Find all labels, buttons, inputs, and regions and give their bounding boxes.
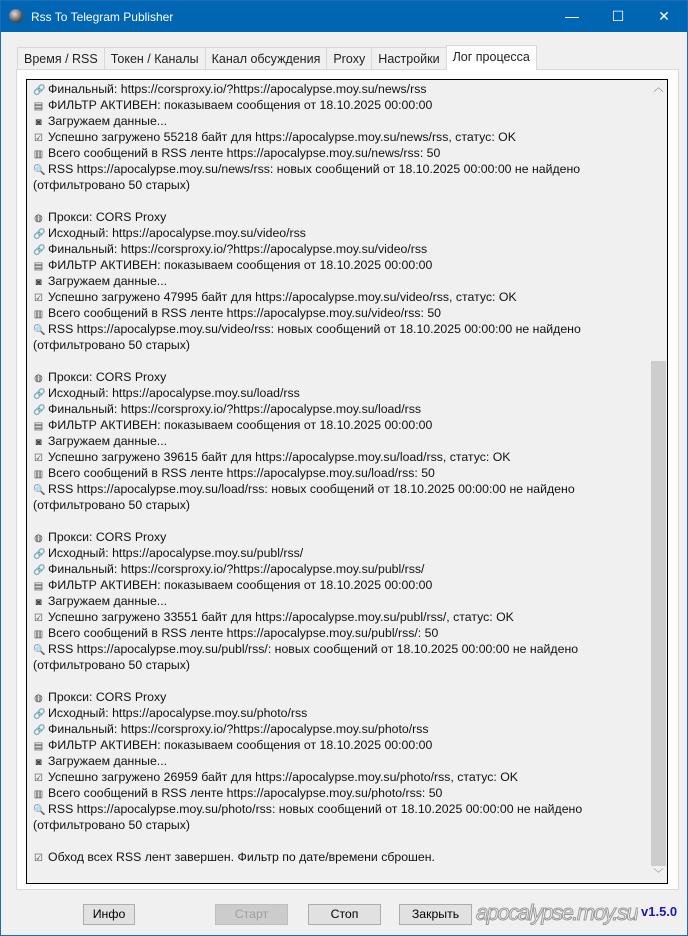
log-line — [33, 161, 648, 177]
log-line — [33, 561, 648, 577]
tab-settings[interactable]: Настройки — [371, 47, 446, 70]
log-line-icon: 🔗 — [33, 245, 46, 256]
log-line-text: RSS https://apocalypse.moy.su/video/rss: новых сообщений от 18.10.2025 00:00:00 не найдено — [48, 322, 581, 336]
app-icon — [9, 9, 23, 23]
log-line — [33, 609, 648, 625]
log-line — [33, 593, 648, 609]
log-line-icon: ◙ — [35, 597, 42, 608]
log-line-text: ФИЛЬТР АКТИВЕН: показываем сообщения от 18.10.2025 00:00:00 — [48, 578, 433, 592]
log-line-text: RSS https://apocalypse.moy.su/news/rss: новых сообщений от 18.10.2025 00:00:00 не найдено — [48, 162, 581, 176]
log-line-icon: ◙ — [35, 437, 42, 448]
log-line-icon: ◍ — [34, 373, 43, 384]
scrollbar-thumb[interactable] — [651, 361, 666, 866]
log-line — [33, 385, 648, 401]
log-line-icon: 🔗 — [33, 725, 46, 736]
scroll-up-icon[interactable]: ︿ — [653, 83, 664, 94]
log-line-icon: ☑ — [34, 133, 43, 144]
log-line-icon: ▥ — [33, 629, 44, 640]
log-line — [33, 337, 648, 353]
log-line-text: Успешно загружено 55218 байт для https://apocalypse.moy.su/news/rss, статус: OK — [48, 130, 516, 144]
stop-button[interactable]: Стоп — [308, 904, 381, 925]
log-line — [33, 225, 648, 241]
log-line — [33, 369, 648, 385]
log-line — [33, 113, 648, 129]
log-line-text: Успешно загружено 47995 байт для https://apocalypse.moy.su/video/rss, статус: OK — [48, 290, 517, 304]
log-line — [33, 305, 648, 321]
log-line-text: Прокси: CORS Proxy — [48, 530, 167, 544]
log-line-text: Успешно загружено 39615 байт для https://apocalypse.moy.su/load/rss, статус: OK — [48, 450, 511, 464]
log-line-text: Финальный: https://corsproxy.io/?https://apocalypse.moy.su/video/rss — [48, 242, 428, 256]
log-line-text: Успешно загружено 33551 байт для https://apocalypse.moy.su/publ/rss/, статус: OK — [48, 610, 514, 624]
tab-process-log[interactable]: Лог процесса — [446, 45, 537, 70]
log-line-icon: ▤ — [33, 261, 44, 272]
log-lines — [33, 81, 648, 865]
log-line-text: Финальный: https://corsproxy.io/?https://apocalypse.moy.su/load/rss — [48, 402, 422, 416]
log-line-text: (отфильтровано 50 старых) — [33, 498, 190, 512]
log-line-text: Исходный: https://apocalypse.moy.su/photo/rss — [48, 706, 308, 720]
log-line — [33, 721, 648, 737]
log-line-icon: 🔗 — [33, 389, 46, 400]
window-title: Rss To Telegram Publisher — [31, 10, 174, 24]
log-line-text: Загружаем данные... — [48, 434, 168, 448]
log-line — [33, 289, 648, 305]
log-line-text: Успешно загружено 26959 байт для https://apocalypse.moy.su/photo/rss, статус: OK — [48, 770, 518, 784]
log-line — [33, 545, 648, 561]
log-line — [33, 321, 648, 337]
log-line-text: Прокси: CORS Proxy — [48, 370, 167, 384]
log-line-text: Всего сообщений в RSS ленте https://apocalypse.moy.su/load/rss: 50 — [48, 466, 435, 480]
log-line-icon: 🔗 — [33, 85, 46, 96]
tab-discussion-channel[interactable]: Канал обсуждения — [205, 47, 328, 70]
log-line — [33, 177, 648, 193]
log-line-icon: ◙ — [35, 117, 42, 128]
log-line-icon: 🔍 — [33, 325, 46, 336]
log-line — [33, 785, 648, 801]
log-line-icon: 🔗 — [33, 709, 46, 720]
log-line-text: Всего сообщений в RSS ленте https://apocalypse.moy.su/news/rss: 50 — [48, 146, 441, 160]
log-line — [33, 257, 648, 273]
log-line-icon: ▥ — [33, 789, 44, 800]
log-line-text: Финальный: https://corsproxy.io/?https://apocalypse.moy.su/photo/rss — [48, 722, 429, 736]
log-line-icon: ▥ — [33, 469, 44, 480]
log-line-icon: ▥ — [33, 149, 44, 160]
log-line-text: Прокси: CORS Proxy — [48, 210, 167, 224]
log-line-text: (отфильтровано 50 старых) — [33, 658, 190, 672]
log-line — [33, 801, 648, 817]
log-line — [33, 513, 648, 529]
title-bar[interactable] — [1, 1, 687, 32]
log-line-icon: ◙ — [35, 757, 42, 768]
log-line-text: Исходный: https://apocalypse.moy.su/load/rss — [48, 386, 300, 400]
tab-time-rss[interactable]: Время / RSS — [17, 47, 105, 70]
log-line-text: Исходный: https://apocalypse.moy.su/publ/rss/ — [48, 546, 304, 560]
log-line — [33, 273, 648, 289]
watermark-logo: apocalypse.moy.su — [476, 900, 638, 925]
version-label: v1.5.0 — [641, 904, 678, 919]
log-line — [33, 81, 648, 97]
log-line-text: Загружаем данные... — [48, 594, 168, 608]
log-line-icon: ☑ — [34, 453, 43, 464]
log-line-icon: 🔍 — [33, 165, 46, 176]
log-line-text: ФИЛЬТР АКТИВЕН: показываем сообщения от 18.10.2025 00:00:00 — [48, 258, 433, 272]
log-line — [33, 689, 648, 705]
log-line-text: Финальный: https://corsproxy.io/?https://apocalypse.moy.su/news/rss — [48, 82, 427, 96]
log-line — [33, 737, 648, 753]
log-line — [33, 849, 648, 865]
log-line — [33, 209, 648, 225]
log-line-text: Исходный: https://apocalypse.moy.su/video/rss — [48, 226, 306, 240]
log-line — [33, 241, 648, 257]
log-line — [33, 401, 648, 417]
log-line — [33, 497, 648, 513]
log-line — [33, 833, 648, 849]
log-line-icon: 🔍 — [33, 805, 46, 816]
log-line-text: Всего сообщений в RSS ленте https://apocalypse.moy.su/photo/rss: 50 — [48, 786, 443, 800]
log-line — [33, 769, 648, 785]
scroll-down-icon[interactable]: ﹀ — [653, 869, 664, 880]
log-line-icon: 🔍 — [33, 645, 46, 656]
log-line — [33, 433, 648, 449]
log-line-text: (отфильтровано 50 старых) — [33, 338, 190, 352]
log-line-text: RSS https://apocalypse.moy.su/publ/rss/: новых сообщений от 18.10.2025 00:00:00 не найдено — [48, 642, 579, 656]
log-line-icon: ▤ — [33, 421, 44, 432]
tab-token-channels[interactable]: Токен / Каналы — [104, 47, 206, 70]
log-scrollbar[interactable] — [650, 80, 667, 883]
log-line-icon: ◍ — [34, 693, 43, 704]
log-line-text: Загружаем данные... — [48, 754, 168, 768]
close-button[interactable]: Закрыть — [399, 904, 472, 925]
log-line-icon: ☑ — [34, 293, 43, 304]
log-line — [33, 449, 648, 465]
log-line — [33, 705, 648, 721]
log-line-text: Загружаем данные... — [48, 114, 168, 128]
log-textbox[interactable] — [26, 79, 668, 884]
log-line — [33, 625, 648, 641]
log-line-text: ФИЛЬТР АКТИВЕН: показываем сообщения от 18.10.2025 00:00:00 — [48, 418, 433, 432]
log-line-icon: 🔗 — [33, 565, 46, 576]
maximize-button[interactable]: ☐ — [611, 8, 625, 24]
log-line — [33, 97, 648, 113]
start-button[interactable]: Старт — [215, 904, 288, 925]
log-line — [33, 641, 648, 657]
log-line-icon: ☑ — [34, 773, 43, 784]
info-button[interactable]: Инфо — [83, 904, 135, 925]
log-line-text: RSS https://apocalypse.moy.su/load/rss: новых сообщений от 18.10.2025 00:00:00 не найдено — [48, 482, 575, 496]
log-line — [33, 353, 648, 369]
log-line-icon: ▤ — [33, 741, 44, 752]
log-line-icon: ▥ — [33, 309, 44, 320]
log-line-text: Обход всех RSS лент завершен. Фильтр по дате/времени сброшен. — [48, 850, 435, 864]
log-line-text: Загружаем данные... — [48, 274, 168, 288]
log-line — [33, 465, 648, 481]
log-line — [33, 193, 648, 209]
tab-proxy[interactable]: Proxy — [326, 47, 372, 70]
log-line-icon: ◍ — [34, 533, 43, 544]
log-line-icon: ▤ — [33, 101, 44, 112]
log-line-icon: 🔗 — [33, 229, 46, 240]
log-line-icon: ◙ — [35, 277, 42, 288]
log-line-icon: ▤ — [33, 581, 44, 592]
log-line-icon: 🔗 — [33, 405, 46, 416]
log-line — [33, 753, 648, 769]
log-line — [33, 673, 648, 689]
log-line-text: Прокси: CORS Proxy — [48, 690, 167, 704]
log-line — [33, 129, 648, 145]
log-line-text: Всего сообщений в RSS ленте https://apocalypse.moy.su/publ/rss/: 50 — [48, 626, 439, 640]
log-line-text: Финальный: https://corsproxy.io/?https://apocalypse.moy.su/publ/rss/ — [48, 562, 425, 576]
log-line-icon: 🔍 — [33, 485, 46, 496]
log-line — [33, 417, 648, 433]
log-line — [33, 481, 648, 497]
log-line-icon: ☑ — [34, 613, 43, 624]
log-line-text: Всего сообщений в RSS ленте https://apocalypse.moy.su/video/rss: 50 — [48, 306, 442, 320]
log-line — [33, 817, 648, 833]
log-line-icon: 🔗 — [33, 549, 46, 560]
log-line-icon: ☑ — [34, 853, 43, 864]
log-line-text: ФИЛЬТР АКТИВЕН: показываем сообщения от 18.10.2025 00:00:00 — [48, 738, 433, 752]
minimize-button[interactable]: — — [565, 8, 579, 24]
tab-bar — [17, 46, 536, 70]
log-line-text: (отфильтровано 50 старых) — [33, 818, 190, 832]
log-line — [33, 657, 648, 673]
log-line — [33, 145, 648, 161]
log-line-icon: ◍ — [34, 213, 43, 224]
log-line-text: RSS https://apocalypse.moy.su/photo/rss: новых сообщений от 18.10.2025 00:00:00 не найдено — [48, 802, 583, 816]
log-line — [33, 529, 648, 545]
close-window-button[interactable]: ✕ — [658, 8, 670, 24]
log-line — [33, 577, 648, 593]
log-line-text: (отфильтровано 50 старых) — [33, 178, 190, 192]
log-line-text: ФИЛЬТР АКТИВЕН: показываем сообщения от 18.10.2025 00:00:00 — [48, 98, 433, 112]
